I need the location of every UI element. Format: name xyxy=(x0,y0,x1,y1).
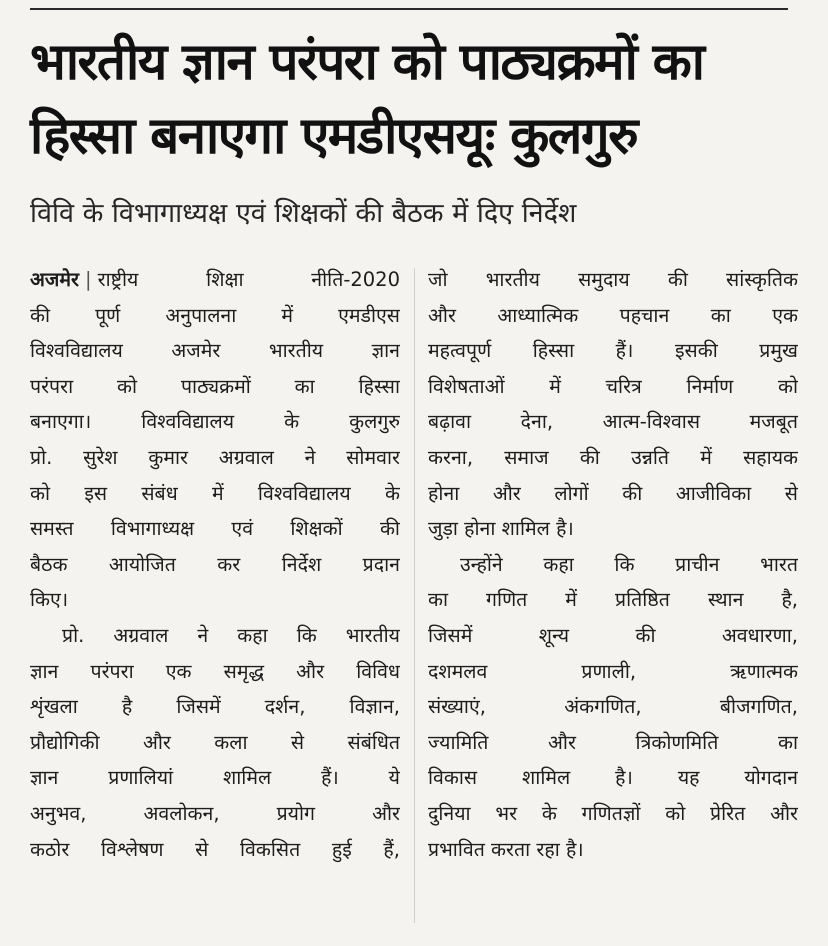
column-divider xyxy=(414,268,415,923)
body-line: प्रो. सुरेश कुमार अग्रवाल ने सोमवार xyxy=(30,445,400,469)
body-line: परंपरा को पाठ्यक्रमों का हिस्सा xyxy=(30,374,400,398)
article-body xyxy=(30,262,800,937)
subheadline: विवि के विभागाध्यक्ष एवं शिक्षकों की बैठक में दिए निर्देश xyxy=(30,198,577,229)
body-line: विकास शामिल है। यह योगदान xyxy=(428,766,798,790)
body-line: कठोर विश्लेषण से विकसित हुई हैं, xyxy=(30,837,400,861)
top-rule xyxy=(30,0,788,10)
body-text: राष्ट्रीय शिक्षा नीति-2020 xyxy=(97,268,400,291)
body-line: दशमलव प्रणाली, ऋणात्मक xyxy=(428,659,798,683)
body-line: महत्वपूर्ण हिस्सा हैं। इसकी प्रमुख xyxy=(428,339,798,363)
body-line: किए। xyxy=(30,588,69,612)
body-line: जुड़ा होना शामिल है। xyxy=(428,517,574,541)
dateline-separator: | xyxy=(85,268,92,291)
left-column xyxy=(30,262,400,867)
body-line xyxy=(30,262,400,298)
body-line: संख्याएं, अंकगणित, बीजगणित, xyxy=(428,695,798,719)
body-line: को इस संबंध में विश्वविद्यालय के xyxy=(30,481,400,505)
body-line: प्रो. अग्रवाल ने कहा कि भारतीय xyxy=(62,623,400,647)
body-line: ज्यामिति और त्रिकोणमिति का xyxy=(428,730,798,754)
body-line: ज्ञान परंपरा एक समृद्ध और विविध xyxy=(30,659,400,683)
body-line: की पूर्ण अनुपालना में एमडीएस xyxy=(30,303,400,327)
body-line: ज्ञान प्रणालियां शामिल हैं। ये xyxy=(30,766,400,790)
body-line: और आध्यात्मिक पहचान का एक xyxy=(428,303,798,327)
body-line: समस्त विभागाध्यक्ष एवं शिक्षकों की xyxy=(30,517,400,541)
body-line: बैठक आयोजित कर निर्देश प्रदान xyxy=(30,552,400,576)
body-line: शृंखला है जिसमें दर्शन, विज्ञान, xyxy=(30,695,400,719)
body-line: का गणित में प्रतिष्ठित स्थान है, xyxy=(428,588,798,612)
headline-line: भारतीय ज्ञान परंपरा को पाठ्यक्रमों का xyxy=(30,33,704,92)
headline-line: हिस्सा बनाएगा एमडीएसयूः कुलगुरु xyxy=(30,107,638,166)
body-line: जिसमें शून्य की अवधारणा, xyxy=(428,623,798,647)
body-line: दुनिया भर के गणितज्ञों को प्रेरित और xyxy=(428,801,798,825)
right-column xyxy=(428,262,798,867)
body-line: प्रभावित करता रहा है। xyxy=(428,837,584,861)
body-line: करना, समाज की उन्नति में सहायक xyxy=(428,445,798,469)
body-line: विशेषताओं में चरित्र निर्माण को xyxy=(428,374,798,398)
body-line: होना और लोगों की आजीविका से xyxy=(428,481,798,505)
headline xyxy=(30,26,810,174)
body-line: बनाएगा। विश्वविद्यालय के कुलगुरु xyxy=(30,410,400,434)
body-line: अनुभव, अवलोकन, प्रयोग और xyxy=(30,801,400,825)
body-line: जो भारतीय समुदाय की सांस्कृतिक xyxy=(428,268,798,291)
body-line: बढ़ावा देना, आत्म-विश्वास मजबूत xyxy=(428,410,798,434)
dateline: अजमेर xyxy=(30,268,80,291)
body-line: प्रौद्योगिकी और कला से संबंधित xyxy=(30,730,400,754)
body-line: विश्वविद्यालय अजमेर भारतीय ज्ञान xyxy=(30,339,400,363)
body-line: उन्होंने कहा कि प्राचीन भारत xyxy=(460,552,798,576)
